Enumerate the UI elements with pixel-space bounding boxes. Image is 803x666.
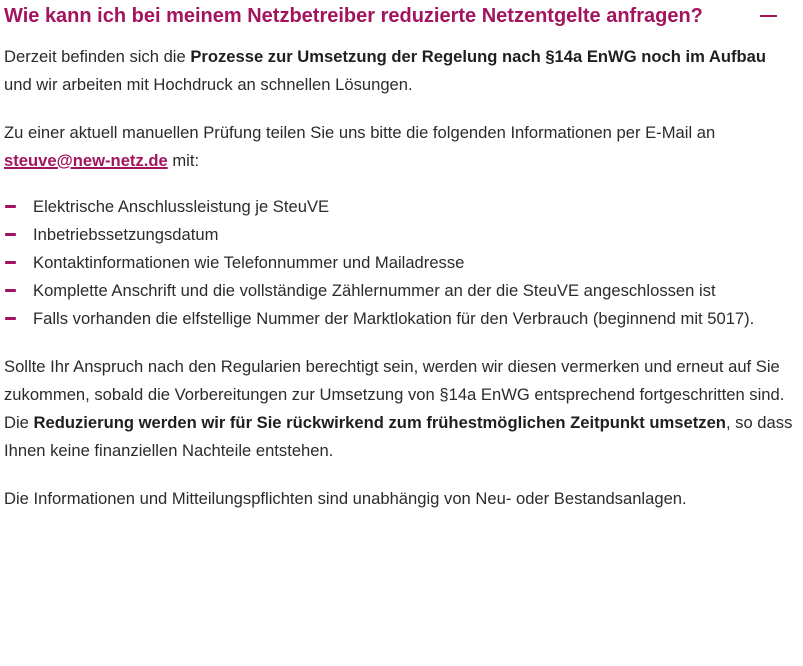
info-list xyxy=(4,193,795,333)
answer-paragraph-3 xyxy=(4,353,795,465)
text: , so dass Ihnen keine finanziellen Nachteile entstehen. xyxy=(4,413,793,460)
text: Sollte Ihr Anspruch nach den Regularien berechtigt sein, werden wir diesen vermerken und erneut auf Sie zukommen, sobald die Vorbereitungen zur Umsetzung von §14a EnWG entsprechend fortgeschritten sind. Die xyxy=(4,357,785,432)
list-item xyxy=(4,277,795,305)
answer-paragraph-2 xyxy=(4,119,795,175)
dash-bullet-icon xyxy=(5,261,16,264)
dash-bullet-icon xyxy=(5,233,16,236)
text: Zu einer aktuell manuellen Prüfung teilen Sie uns bitte die folgenden Informationen per E-Mail an xyxy=(4,123,716,142)
list-item-text: Komplette Anschrift und die vollständige Zählernummer an der die SteuVE angeschlossen ist xyxy=(33,281,716,300)
list-item xyxy=(4,221,795,249)
answer-paragraph-1 xyxy=(4,43,795,99)
list-item-text: Elektrische Anschlussleistung je SteuVE xyxy=(33,197,330,216)
bold-text: Reduzierung werden wir für Sie rückwirkend zum frühestmöglichen Zeitpunkt umsetzen xyxy=(33,413,726,432)
faq-question-title[interactable]: Wie kann ich bei meinem Netzbetreiber reduzierte Netzentgelte anfragen? xyxy=(4,5,703,27)
answer-paragraph-4: Die Informationen und Mitteilungspflichten sind unabhängig von Neu- oder Bestandsanlagen. xyxy=(4,489,687,508)
list-item-text: Inbetriebssetzungsdatum xyxy=(33,225,219,244)
text: Derzeit befinden sich die xyxy=(4,47,191,66)
bold-text: Prozesse zur Umsetzung der Regelung nach §14a EnWG noch im Aufbau xyxy=(190,47,766,66)
faq-answer xyxy=(4,43,795,513)
list-item-text: Falls vorhanden die elfstellige Nummer der Marktlokation für den Verbrauch (beginnend mit 5017). xyxy=(33,309,755,328)
dash-bullet-icon xyxy=(5,289,16,292)
text: mit: xyxy=(167,151,200,170)
email-link[interactable]: steuve@new-netz.de xyxy=(4,151,168,170)
minus-icon[interactable] xyxy=(760,15,777,17)
dash-bullet-icon xyxy=(5,205,16,208)
list-item xyxy=(4,305,795,333)
faq-header[interactable] xyxy=(4,2,795,31)
dash-bullet-icon xyxy=(5,317,16,320)
list-item xyxy=(4,249,795,277)
text: und wir arbeiten mit Hochdruck an schnellen Lösungen. xyxy=(4,75,413,94)
list-item-text: Kontaktinformationen wie Telefonnummer und Mailadresse xyxy=(33,253,465,272)
list-item xyxy=(4,193,795,221)
